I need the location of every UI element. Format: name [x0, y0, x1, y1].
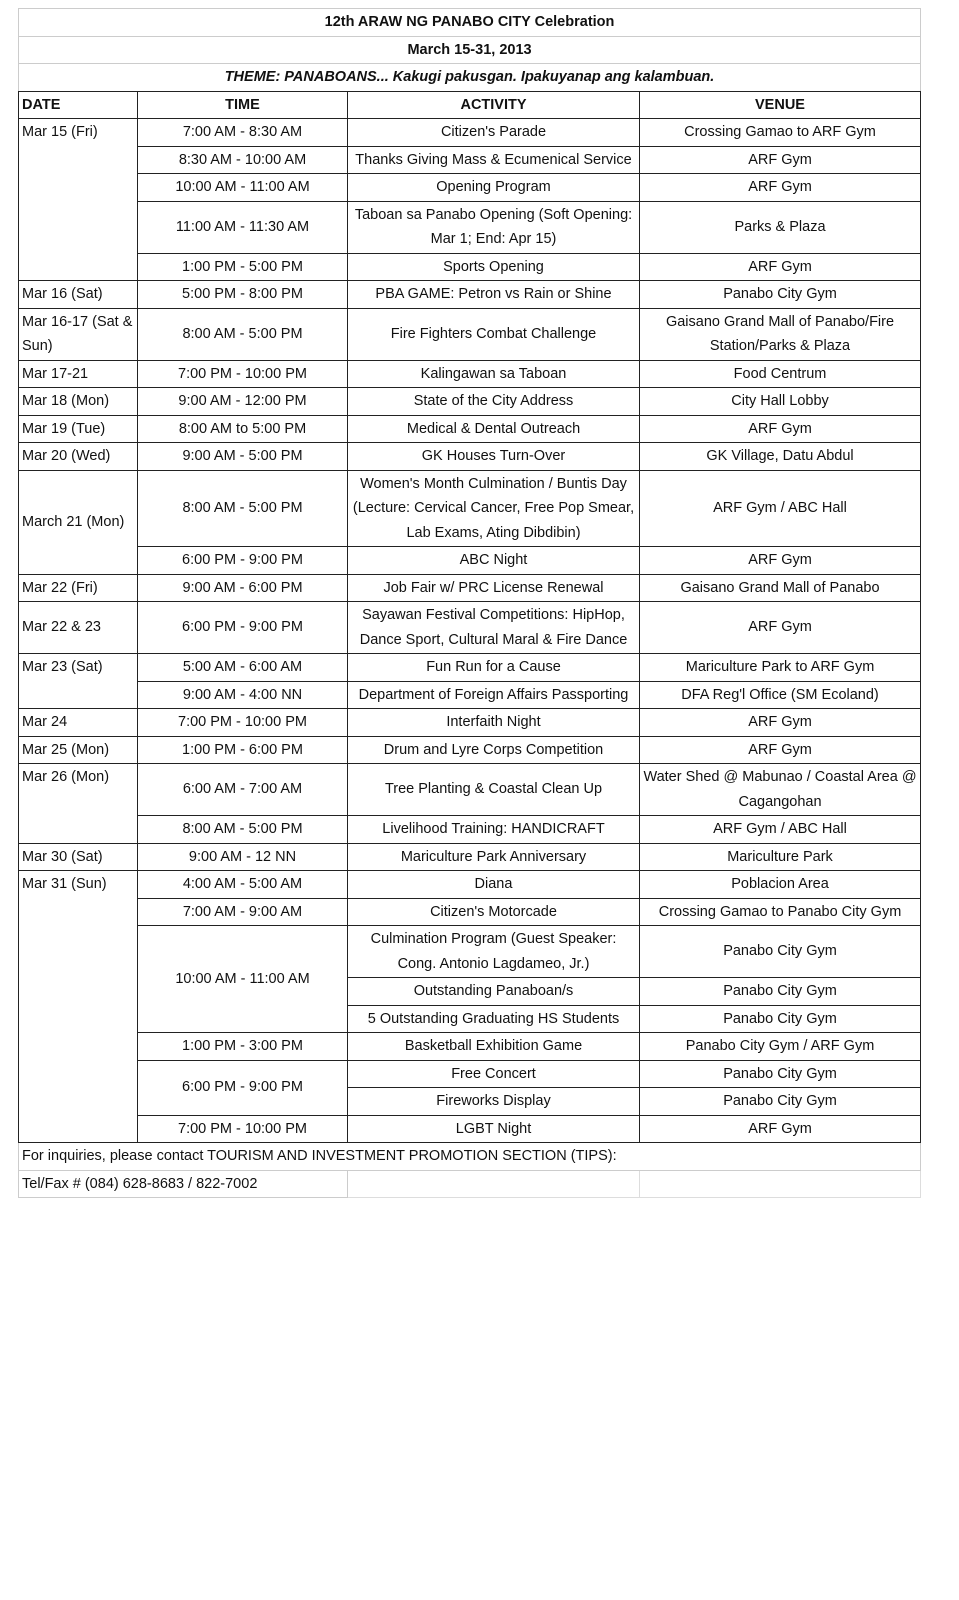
date-cell: Mar 16 (Sat) [19, 281, 138, 309]
venue-cell: ARF Gym [640, 1115, 921, 1143]
time-cell: 1:00 PM - 5:00 PM [138, 253, 348, 281]
activity-cell: Mariculture Park Anniversary [348, 843, 640, 871]
table-row [19, 470, 921, 547]
blank-cell [640, 1170, 921, 1198]
date-cell: Mar 31 (Sun) [19, 871, 138, 1143]
activity-cell: ABC Night [348, 547, 640, 575]
date-cell: Mar 22 (Fri) [19, 574, 138, 602]
time-cell: 9:00 AM - 12:00 PM [138, 388, 348, 416]
activity-cell: Fun Run for a Cause [348, 654, 640, 682]
table-row [19, 654, 921, 682]
venue-cell: Parks & Plaza [640, 201, 921, 253]
venue-cell: Panabo City Gym [640, 978, 921, 1006]
header-time: TIME [138, 91, 348, 119]
table-row [19, 574, 921, 602]
activity-cell: Job Fair w/ PRC License Renewal [348, 574, 640, 602]
venue-cell: Panabo City Gym [640, 281, 921, 309]
activity-cell: Fireworks Display [348, 1088, 640, 1116]
venue-cell: ARF Gym [640, 736, 921, 764]
date-cell: Mar 24 [19, 709, 138, 737]
table-row [19, 119, 921, 147]
venue-cell: Food Centrum [640, 360, 921, 388]
activity-cell: Kalingawan sa Taboan [348, 360, 640, 388]
table-row [19, 415, 921, 443]
table-row [19, 201, 921, 253]
activity-cell: Sayawan Festival Competitions: HipHop, Dance Sport, Cultural Maral & Fire Dance [348, 602, 640, 654]
venue-cell: Water Shed @ Mabunao / Coastal Area @ Cagangohan [640, 764, 921, 816]
venue-cell: Panabo City Gym [640, 926, 921, 978]
date-cell: Mar 19 (Tue) [19, 415, 138, 443]
time-cell: 7:00 AM - 8:30 AM [138, 119, 348, 147]
header-row [19, 91, 921, 119]
venue-cell: Poblacion Area [640, 871, 921, 899]
table-row [19, 816, 921, 844]
date-cell: Mar 17-21 [19, 360, 138, 388]
time-cell: 6:00 PM - 9:00 PM [138, 602, 348, 654]
venue-cell: ARF Gym [640, 709, 921, 737]
date-cell: Mar 23 (Sat) [19, 654, 138, 709]
venue-cell: ARF Gym [640, 174, 921, 202]
activity-cell: Interfaith Night [348, 709, 640, 737]
venue-cell: Panabo City Gym [640, 1060, 921, 1088]
venue-cell: City Hall Lobby [640, 388, 921, 416]
time-cell: 4:00 AM - 5:00 AM [138, 871, 348, 899]
activity-cell: Women's Month Culmination / Buntis Day (Lecture: Cervical Cancer, Free Pop Smear, Lab Exams, Ating Dibdibin) [348, 470, 640, 547]
time-cell: 8:00 AM - 5:00 PM [138, 470, 348, 547]
table-row [19, 681, 921, 709]
venue-cell: ARF Gym [640, 146, 921, 174]
venue-cell: ARF Gym / ABC Hall [640, 470, 921, 547]
time-cell: 11:00 AM - 11:30 AM [138, 201, 348, 253]
table-row [19, 443, 921, 471]
time-cell: 8:00 AM - 5:00 PM [138, 816, 348, 844]
venue-cell: Gaisano Grand Mall of Panabo [640, 574, 921, 602]
venue-cell: ARF Gym [640, 547, 921, 575]
time-cell: 7:00 PM - 10:00 PM [138, 1115, 348, 1143]
time-cell: 8:00 AM to 5:00 PM [138, 415, 348, 443]
time-cell: 9:00 AM - 4:00 NN [138, 681, 348, 709]
activity-cell: Basketball Exhibition Game [348, 1033, 640, 1061]
time-cell: 7:00 PM - 10:00 PM [138, 709, 348, 737]
table-row [19, 360, 921, 388]
activity-cell: GK Houses Turn-Over [348, 443, 640, 471]
activity-cell: Livelihood Training: HANDICRAFT [348, 816, 640, 844]
table-row [19, 174, 921, 202]
header-venue: VENUE [640, 91, 921, 119]
event-theme: THEME: PANABOANS... Kakugi pakusgan. Ipakuyanap ang kalambuan. [19, 64, 921, 92]
table-row [19, 843, 921, 871]
table-row [19, 736, 921, 764]
time-cell: 8:00 AM - 5:00 PM [138, 308, 348, 360]
date-cell: March 21 (Mon) [19, 470, 138, 574]
event-dates: March 15-31, 2013 [19, 36, 921, 64]
venue-cell: ARF Gym [640, 415, 921, 443]
document-title: 12th ARAW NG PANABO CITY Celebration [19, 9, 921, 37]
time-cell: 1:00 PM - 3:00 PM [138, 1033, 348, 1061]
venue-cell: Gaisano Grand Mall of Panabo/Fire Station/Parks & Plaza [640, 308, 921, 360]
activity-cell: Citizen's Parade [348, 119, 640, 147]
table-row [19, 602, 921, 654]
activity-cell: Sports Opening [348, 253, 640, 281]
activity-cell: Medical & Dental Outreach [348, 415, 640, 443]
venue-cell: Mariculture Park to ARF Gym [640, 654, 921, 682]
table-row [19, 547, 921, 575]
activity-cell: Tree Planting & Coastal Clean Up [348, 764, 640, 816]
time-cell: 9:00 AM - 12 NN [138, 843, 348, 871]
venue-cell: Panabo City Gym / ARF Gym [640, 1033, 921, 1061]
activity-cell: Citizen's Motorcade [348, 898, 640, 926]
activity-cell: Department of Foreign Affairs Passporting [348, 681, 640, 709]
venue-cell: Crossing Gamao to ARF Gym [640, 119, 921, 147]
time-cell: 6:00 PM - 9:00 PM [138, 547, 348, 575]
contact-phone: Tel/Fax # (084) 628-8683 / 822-7002 [19, 1170, 348, 1198]
table-row [19, 709, 921, 737]
date-cell: Mar 26 (Mon) [19, 764, 138, 844]
date-cell: Mar 18 (Mon) [19, 388, 138, 416]
activity-cell: LGBT Night [348, 1115, 640, 1143]
table-row [19, 253, 921, 281]
time-cell: 10:00 AM - 11:00 AM [138, 174, 348, 202]
activity-cell: PBA GAME: Petron vs Rain or Shine [348, 281, 640, 309]
header-activity: ACTIVITY [348, 91, 640, 119]
venue-cell: Crossing Gamao to Panabo City Gym [640, 898, 921, 926]
table-row [19, 308, 921, 360]
time-cell: 7:00 PM - 10:00 PM [138, 360, 348, 388]
activity-cell: Culmination Program (Guest Speaker: Cong. Antonio Lagdameo, Jr.) [348, 926, 640, 978]
date-cell: Mar 20 (Wed) [19, 443, 138, 471]
activity-cell: Diana [348, 871, 640, 899]
venue-cell: ARF Gym [640, 602, 921, 654]
venue-cell: DFA Reg'l Office (SM Ecoland) [640, 681, 921, 709]
time-cell: 6:00 PM - 9:00 PM [138, 1060, 348, 1115]
time-cell: 9:00 AM - 5:00 PM [138, 443, 348, 471]
activity-cell: 5 Outstanding Graduating HS Students [348, 1005, 640, 1033]
time-cell: 9:00 AM - 6:00 PM [138, 574, 348, 602]
table-row [19, 1033, 921, 1061]
activity-cell: Fire Fighters Combat Challenge [348, 308, 640, 360]
blank-cell [348, 1170, 640, 1198]
venue-cell: Panabo City Gym [640, 1005, 921, 1033]
venue-cell: Mariculture Park [640, 843, 921, 871]
time-cell: 8:30 AM - 10:00 AM [138, 146, 348, 174]
time-cell: 7:00 AM - 9:00 AM [138, 898, 348, 926]
activity-cell: Thanks Giving Mass & Ecumenical Service [348, 146, 640, 174]
table-row [19, 764, 921, 816]
time-cell: 1:00 PM - 6:00 PM [138, 736, 348, 764]
time-cell: 5:00 AM - 6:00 AM [138, 654, 348, 682]
header-date: DATE [19, 91, 138, 119]
table-row [19, 1060, 921, 1088]
activity-cell: State of the City Address [348, 388, 640, 416]
date-cell: Mar 30 (Sat) [19, 843, 138, 871]
activity-cell: Drum and Lyre Corps Competition [348, 736, 640, 764]
table-row [19, 281, 921, 309]
time-cell: 6:00 AM - 7:00 AM [138, 764, 348, 816]
date-cell: Mar 25 (Mon) [19, 736, 138, 764]
venue-cell: ARF Gym / ABC Hall [640, 816, 921, 844]
date-cell: Mar 16-17 (Sat & Sun) [19, 308, 138, 360]
date-cell: Mar 15 (Fri) [19, 119, 138, 281]
table-row [19, 871, 921, 899]
time-cell: 10:00 AM - 11:00 AM [138, 926, 348, 1033]
inquiries-note: For inquiries, please contact TOURISM AND INVESTMENT PROMOTION SECTION (TIPS): [19, 1143, 921, 1171]
table-row [19, 146, 921, 174]
activity-cell: Free Concert [348, 1060, 640, 1088]
activity-cell: Outstanding Panaboan/s [348, 978, 640, 1006]
venue-cell: ARF Gym [640, 253, 921, 281]
time-cell: 5:00 PM - 8:00 PM [138, 281, 348, 309]
venue-cell: GK Village, Datu Abdul [640, 443, 921, 471]
activity-cell: Opening Program [348, 174, 640, 202]
table-row [19, 926, 921, 978]
schedule-table [18, 8, 921, 1198]
table-row [19, 898, 921, 926]
table-row [19, 1115, 921, 1143]
activity-cell: Taboan sa Panabo Opening (Soft Opening: Mar 1; End: Apr 15) [348, 201, 640, 253]
date-cell: Mar 22 & 23 [19, 602, 138, 654]
venue-cell: Panabo City Gym [640, 1088, 921, 1116]
table-row [19, 388, 921, 416]
